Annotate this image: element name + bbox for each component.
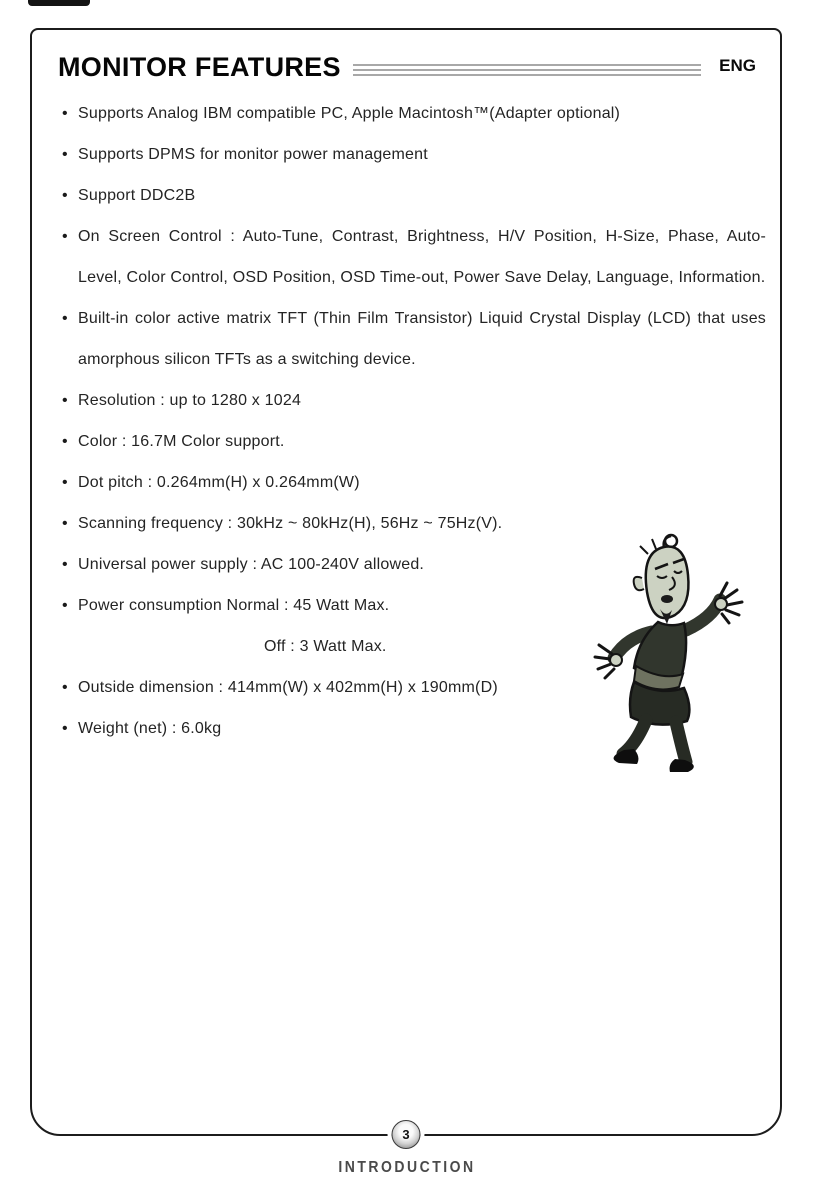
feature-item — [60, 585, 766, 667]
feature-text: Supports Analog IBM compatible PC, Apple Macintosh™(Adapter optional) — [78, 105, 621, 122]
page-title: MONITOR FEATURES — [58, 52, 341, 82]
feature-item — [60, 134, 766, 175]
feature-text: Support DDC2B — [78, 187, 196, 204]
feature-text: On Screen Control : Auto-Tune, Contrast, Brightness, H/V Position, H-Size, Phase, Auto-Level, Color Control, OSD Position, OSD Time-out, Power Save Delay, Language, Information. — [78, 228, 766, 286]
feature-item — [60, 544, 766, 585]
feature-item — [60, 175, 766, 216]
feature-text: Universal power supply : AC 100-240V allowed. — [78, 556, 425, 573]
feature-item — [60, 93, 766, 134]
feature-text: Outside dimension : 414mm(W) x 402mm(H) x 190mm(D) — [78, 679, 498, 696]
page-number-badge — [392, 1120, 421, 1149]
feature-item — [60, 708, 766, 749]
feature-text: Resolution : up to 1280 x 1024 — [78, 392, 302, 409]
feature-item — [60, 216, 766, 298]
feature-text: Supports DPMS for monitor power management — [78, 146, 428, 163]
feature-item — [60, 667, 766, 708]
feature-item — [60, 503, 766, 544]
feature-text: Scanning frequency : 30kHz ~ 80kHz(H), 56Hz ~ 75Hz(V). — [78, 515, 503, 532]
feature-subtext: Off : 3 Watt Max. — [264, 638, 387, 655]
feature-item — [60, 298, 766, 380]
page-header — [32, 30, 780, 83]
feature-list — [32, 93, 780, 749]
feature-text: Power consumption Normal : 45 Watt Max. — [78, 597, 390, 614]
feature-text: Weight (net) : 6.0kg — [78, 720, 222, 737]
feature-text: Dot pitch : 0.264mm(H) x 0.264mm(W) — [78, 474, 360, 491]
feature-text: Color : 16.7M Color support. — [78, 433, 285, 450]
language-label: ENG — [719, 56, 756, 75]
scan-artifact-mark — [28, 0, 90, 6]
feature-item — [60, 462, 766, 503]
section-label: INTRODUCTION — [338, 1156, 476, 1176]
title-divider-lines — [353, 64, 701, 76]
page-number: 3 — [402, 1127, 410, 1142]
page-border-frame — [30, 28, 782, 1142]
feature-text: Built-in color active matrix TFT (Thin Film Transistor) Liquid Crystal Display (LCD) that uses amorphous silicon TFTs as a switching device. — [78, 310, 766, 368]
feature-item — [60, 380, 766, 421]
feature-item — [60, 421, 766, 462]
